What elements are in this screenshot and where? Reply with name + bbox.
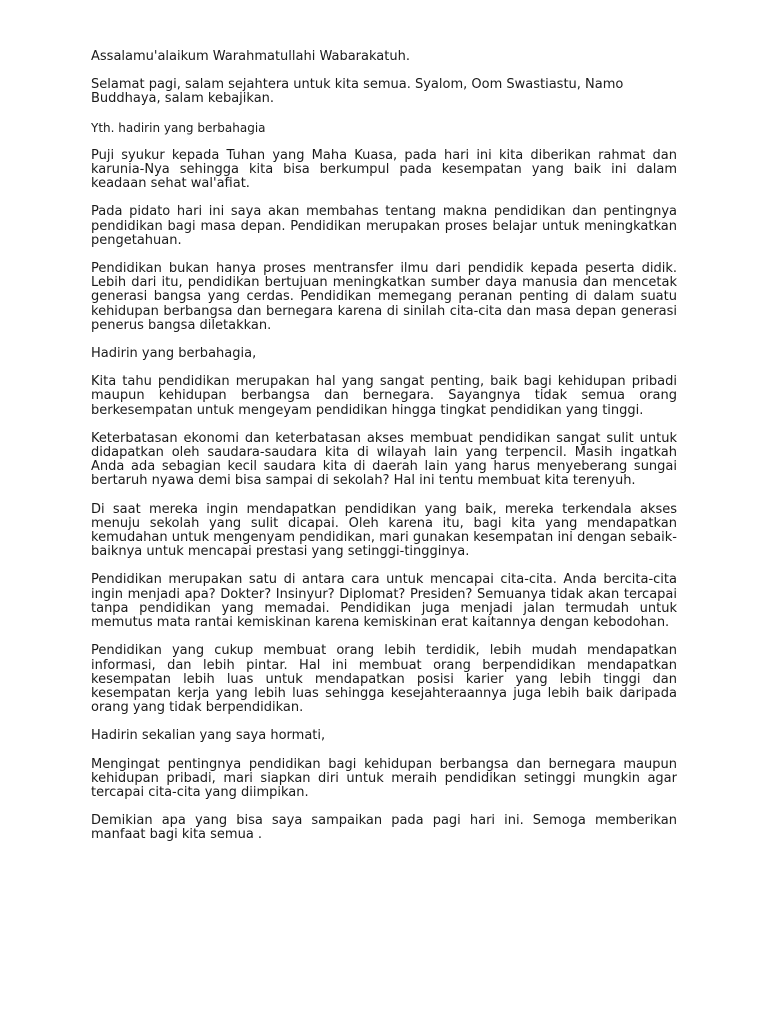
paragraph-purpose: Pendidikan bukan hanya proses mentransfer ilmu dari pendidik kepada peserta didik. Lebih dari itu, pendidikan bertujuan meningkatkan sumber daya manusia dan mencetak generasi bangsa yang cerdas. Pendidikan memegang peranan penting di dalam suatu kehidupan berbangsa dan bernegara karena di sinilah cita-cita dan masa depan generasi penerus bangsa diletakkan.	[91, 261, 677, 333]
paragraph-closing: Demikian apa yang bisa saya sampaikan pada pagi hari ini. Semoga memberikan manfaat bagi kita semua .	[91, 813, 677, 843]
speech-document	[91, 50, 677, 857]
salutation: Yth. hadirin yang berbahagia	[91, 120, 266, 135]
paragraph-benefits: Pendidikan yang cukup membuat orang lebih terdidik, lebih mudah mendapatkan informasi, dan lebih pintar. Hal ini membuat orang berpendidikan mendapatkan kesempatan lebih luas untuk mendapatkan posisi karier yang lebih tinggi dan kesempatan kerja yang lebih luas sehingga kesejahteraannya juga lebih baik daripada orang yang tidak berpendidikan.	[91, 643, 677, 716]
address-audience-2: Hadirin sekalian yang saya hormati,	[91, 728, 326, 744]
paragraph-limitations: Keterbatasan ekonomi dan keterbatasan akses membuat pendidikan sangat sulit untuk didapatkan oleh saudara-saudara kita di wilayah lain yang terpencil. Masih ingatkah Anda ada sebagian kecil saudara kita di daerah lain yang harus menyeberang sungai bertaruh nyawa demi bisa sampai di sekolah? Hal ini tentu membuat kita terenyuh.	[91, 430, 677, 489]
paragraph-gratitude: Puji syukur kepada Tuhan yang Maha Kuasa, pada hari ini kita diberikan rahmat dan karunia-Nya sehingga kita bisa berkumpul pada kesempatan yang baik ini dalam keadaan sehat wal'afiat.	[91, 147, 677, 192]
opening-greeting: Assalamu'alaikum Warahmatullahi Wabarakatuh.	[91, 49, 410, 64]
paragraph-aspirations: Pendidikan merupakan satu di antara cara untuk mencapai cita-cita. Anda bercita-cita ingin menjadi apa? Dokter? Insinyur? Diplomat? Presiden? Semuanya tidak akan tercapai tanpa pendidikan yang memadai. Pendidikan juga menjadi jalan termudah untuk memutus mata rantai kemiskinan karena kemiskinan erat kaitannya dengan kebodohan.	[91, 572, 677, 631]
paragraph-call-to-action: Mengingat pentingnya pendidikan bagi kehidupan berbangsa dan bernegara maupun kehidupan pribadi, mari siapkan diri untuk meraih pendidikan setinggi mungkin agar tercapai cita-cita yang diimpikan.	[91, 756, 677, 800]
interfaith-greeting: Selamat pagi, salam sejahtera untuk kita semua. Syalom, Oom Swastiastu, Namo Buddhaya, salam kebajikan.	[91, 77, 624, 107]
address-audience-1: Hadirin yang berbahagia,	[91, 346, 257, 362]
paragraph-opportunity: Di saat mereka ingin mendapatkan pendidikan yang baik, mereka terkendala akses menuju sekolah yang sulit dicapai. Oleh karena itu, bagi kita yang mendapatkan kemudahan untuk mengenyam pendidikan, mari gunakan kesempatan ini dengan sebaik-baiknya untuk mencapai prestasi yang setinggi-tingginya.	[91, 501, 677, 560]
paragraph-topic: Pada pidato hari ini saya akan membahas tentang makna pendidikan dan pentingnya pendidikan bagi masa depan. Pendidikan merupakan proses belajar untuk meningkatkan pengetahuan.	[91, 204, 677, 248]
paragraph-importance: Kita tahu pendidikan merupakan hal yang sangat penting, baik bagi kehidupan pribadi maupun kehidupan berbangsa dan bernegara. Sayangnya tidak semua orang berkesempatan untuk mengeyam pendidikan hingga tingkat pendidikan yang tinggi.	[91, 374, 677, 418]
